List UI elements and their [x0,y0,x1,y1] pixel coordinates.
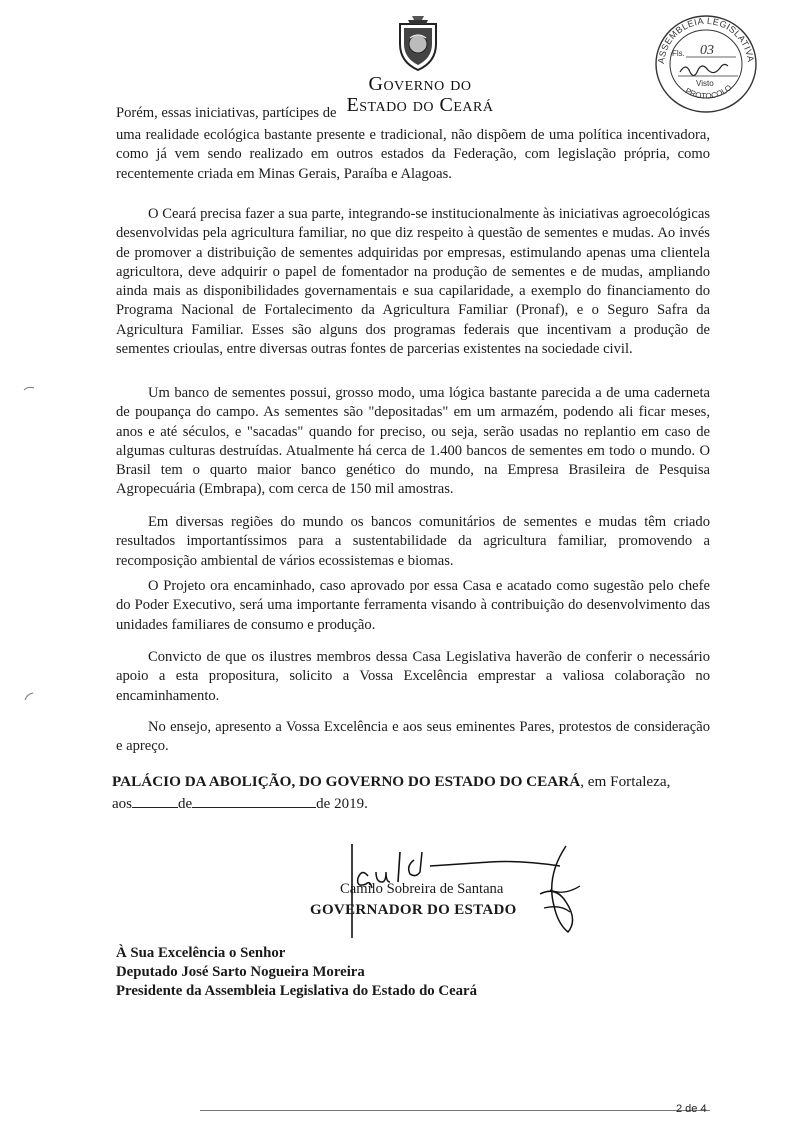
paragraph-6: Convicto de que os ilustres membros dessa Casa Legislativa haverão de conferir o necessário apoio a esta propositura, solicito a Vossa Excelência emprestar a valiosa colaboração no encaminhamento. [116,649,710,704]
addressee-line-3: Presidente da Assembleia Legislativa do Estado do Ceará [116,983,478,999]
date-de-1: de [178,796,193,812]
paragraph-2: O Ceará precisa fazer a sua parte, integrando-se institucionalmente às iniciativas agroecológicas desenvolvidas pela agricultura familiar, no que diz respeito à questão de sementes e mudas. Ao invés de promover a distribuição de sementes adquiridas por empresas, estimulando apenas uma clientela agricultora, deve adquirir o papel de fomentador na produção de sementes e de mudas, ampliando ainda mais as disponibilidades governamentais e sua capilaridade, a exemplo do financiamento do Programa Nacional de Fortalecimento da Agricultura Familiar (Pronaf), e o Seguro Safra da Agricultura Familiar. Esses são alguns dos programas federais que incentivam a produção de sementes crioulas, entre diversas outras fontes de parcerias existentes na sociedade civil. [116,206,710,358]
signatory-name: Camilo Sobreira de Santana [340,881,504,897]
paragraph-3: Um banco de sementes possui, grosso modo, uma lógica bastante parecida a de uma caderneta de poupança do campo. As sementes são "depositadas" em um armazém, podendo ali ficar meses, anos e até séculos, e "sacadas" quando for preciso, ou seja, serão usadas no replantio em caso de algumas culturas destruídas. Atualmente há cerca de 1.400 bancos de sementes em todo o mundo. O Brasil tem o quarto maior banco genético do mundo, na Empresa Brasileira de Pesquisa Agropecuária (Embrapa), com cerca de 150 mil amostras. [116,385,710,498]
stamp-fls-label: Fls. [672,49,685,58]
closing-palacio: PALÁCIO DA ABOLIÇÃO, DO GOVERNO DO ESTADO DO CEARÁ [112,773,581,790]
paragraph-7: No ensejo, apresento a Vossa Excelência e aos seus eminentes Pares, protestos de consideração e apreço. [116,719,710,755]
state-coat-of-arms-icon [394,14,442,72]
paragraph-1-first-line: Porém, essas iniciativas, partícipes de [116,105,337,121]
protocol-stamp [650,8,762,116]
margin-scan-mark [22,384,36,398]
addressee-line-1: À Sua Excelência o Senhor [116,945,286,961]
closing-date-line [112,794,368,814]
date-de-2: de 2019. [316,796,368,812]
footer-rule [200,1110,710,1111]
header-line-2: Estado do Ceará [346,94,494,116]
signatory-title: GOVERNADOR DO ESTADO [310,902,517,918]
paragraph-4: Em diversas regiões do mundo os bancos comunitários de sementes e mudas têm criado resultados importantíssimos para a sustentabilidade da agricultura familiar, promovendo a recomposição ambiental de vários ecossistemas e biomas. [116,514,710,569]
header-line-1: Governo do [368,73,472,95]
stamp-bottom-text: PROTOCOLO [683,83,734,101]
page-number: 2 de 4 [676,1103,707,1115]
stamp-initials-scribble [680,64,728,75]
margin-scan-mark [22,690,36,704]
stamp-fls-value: 03 [700,43,714,58]
addressee-line-2: Deputado José Sarto Nogueira Moreira [116,964,365,980]
date-aos: aos [112,796,132,812]
paragraph-5: O Projeto ora encaminhado, caso aprovado por essa Casa e acatado como sugestão pelo chefe do Poder Executivo, será uma importante ferramenta visando à contribuição do desenvolvimento das unidades familiares de consumo e produção. [116,578,710,633]
paragraph-1: uma realidade ecológica bastante presente e tradicional, não dispõem de uma política incentivadora, como já vem sendo realizado em outros estados da Federação, com legislação própria, como recentemente criada em Minas Gerais, Paraíba e Alagoas. [116,127,710,182]
stamp-visto-label: Visto [696,79,714,88]
closing-city: , em Fortaleza, [580,773,671,790]
closing-place-line [112,772,712,792]
stamp-ring-text: ASSEMBLEIA LEGISLATIVA [655,15,756,65]
